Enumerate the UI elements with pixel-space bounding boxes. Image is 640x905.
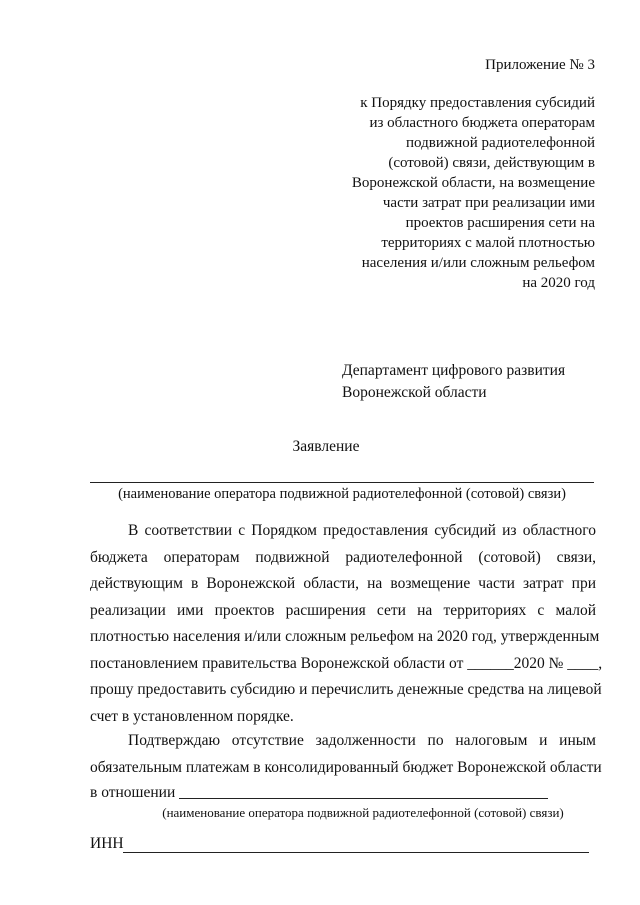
- appendix-reference: [352, 93, 595, 293]
- paragraph-line: реализации ими проектов расширения сети на территориях с малой: [90, 601, 596, 619]
- paragraph-line: В соответствии с Порядком предоставления субсидий из областного: [128, 522, 596, 539]
- operator-name-caption: (наименование оператора подвижной радиотелефонной (сотовой) связи): [118, 486, 566, 502]
- inn-field[interactable]: [123, 852, 589, 853]
- paragraph-line: счет в установленном порядке.: [90, 707, 294, 725]
- appendix-number: Приложение № 3: [485, 57, 595, 73]
- paragraph-line: прошу предоставить субсидию и перечислить денежные средства на лицевой: [90, 681, 602, 698]
- body-paragraph-1: [90, 518, 603, 730]
- relation-label: в отношении: [90, 784, 176, 801]
- operator-name-field[interactable]: [90, 482, 594, 483]
- paragraph-line: бюджета операторам подвижной радиотелефонной (сотовой) связи,: [90, 548, 596, 566]
- appendix-reference-line: Воронежской области, на возмещение: [351, 175, 595, 191]
- document-title: Заявление: [292, 438, 360, 455]
- appendix-reference-line: из областного бюджета операторам: [369, 115, 595, 131]
- appendix-reference-line: (сотовой) связи, действующим в: [388, 155, 595, 171]
- paragraph-line: плотностью населения и/или сложным рельефом на 2020 год, утвержденным: [90, 628, 600, 645]
- inn-label: ИНН: [90, 835, 124, 852]
- paragraph-line: обязательным платежам в консолидированный бюджет Воронежской области: [90, 758, 602, 776]
- body-paragraph-2: [90, 728, 602, 781]
- appendix-reference-line: населения и/или сложным рельефом: [361, 255, 595, 271]
- paragraph-line: действующим в Воронежской области, на возмещение части затрат при: [90, 575, 596, 592]
- appendix-reference-line: проектов расширения сети на: [405, 215, 595, 231]
- relation-operator-field[interactable]: [179, 798, 548, 799]
- appendix-reference-line: подвижной радиотелефонной: [406, 135, 595, 151]
- recipient-line: Департамент цифрового развития: [342, 362, 566, 379]
- recipient-line: Воронежской области: [342, 384, 487, 401]
- paragraph-line: постановлением правительства Воронежской области от ______2020 № ____,: [90, 654, 603, 672]
- appendix-reference-line: на 2020 год: [522, 275, 595, 291]
- relation-operator-caption: (наименование оператора подвижной радиотелефонной (сотовой) связи): [162, 805, 564, 820]
- recipient-block: [342, 360, 565, 404]
- appendix-reference-line: к Порядку предоставления субсидий: [360, 95, 595, 111]
- appendix-reference-line: части затрат при реализации ими: [382, 195, 595, 211]
- paragraph-line: Подтверждаю отсутствие задолженности по налоговым и иным: [128, 732, 596, 749]
- appendix-reference-line: территориях с малой плотностью: [381, 235, 595, 251]
